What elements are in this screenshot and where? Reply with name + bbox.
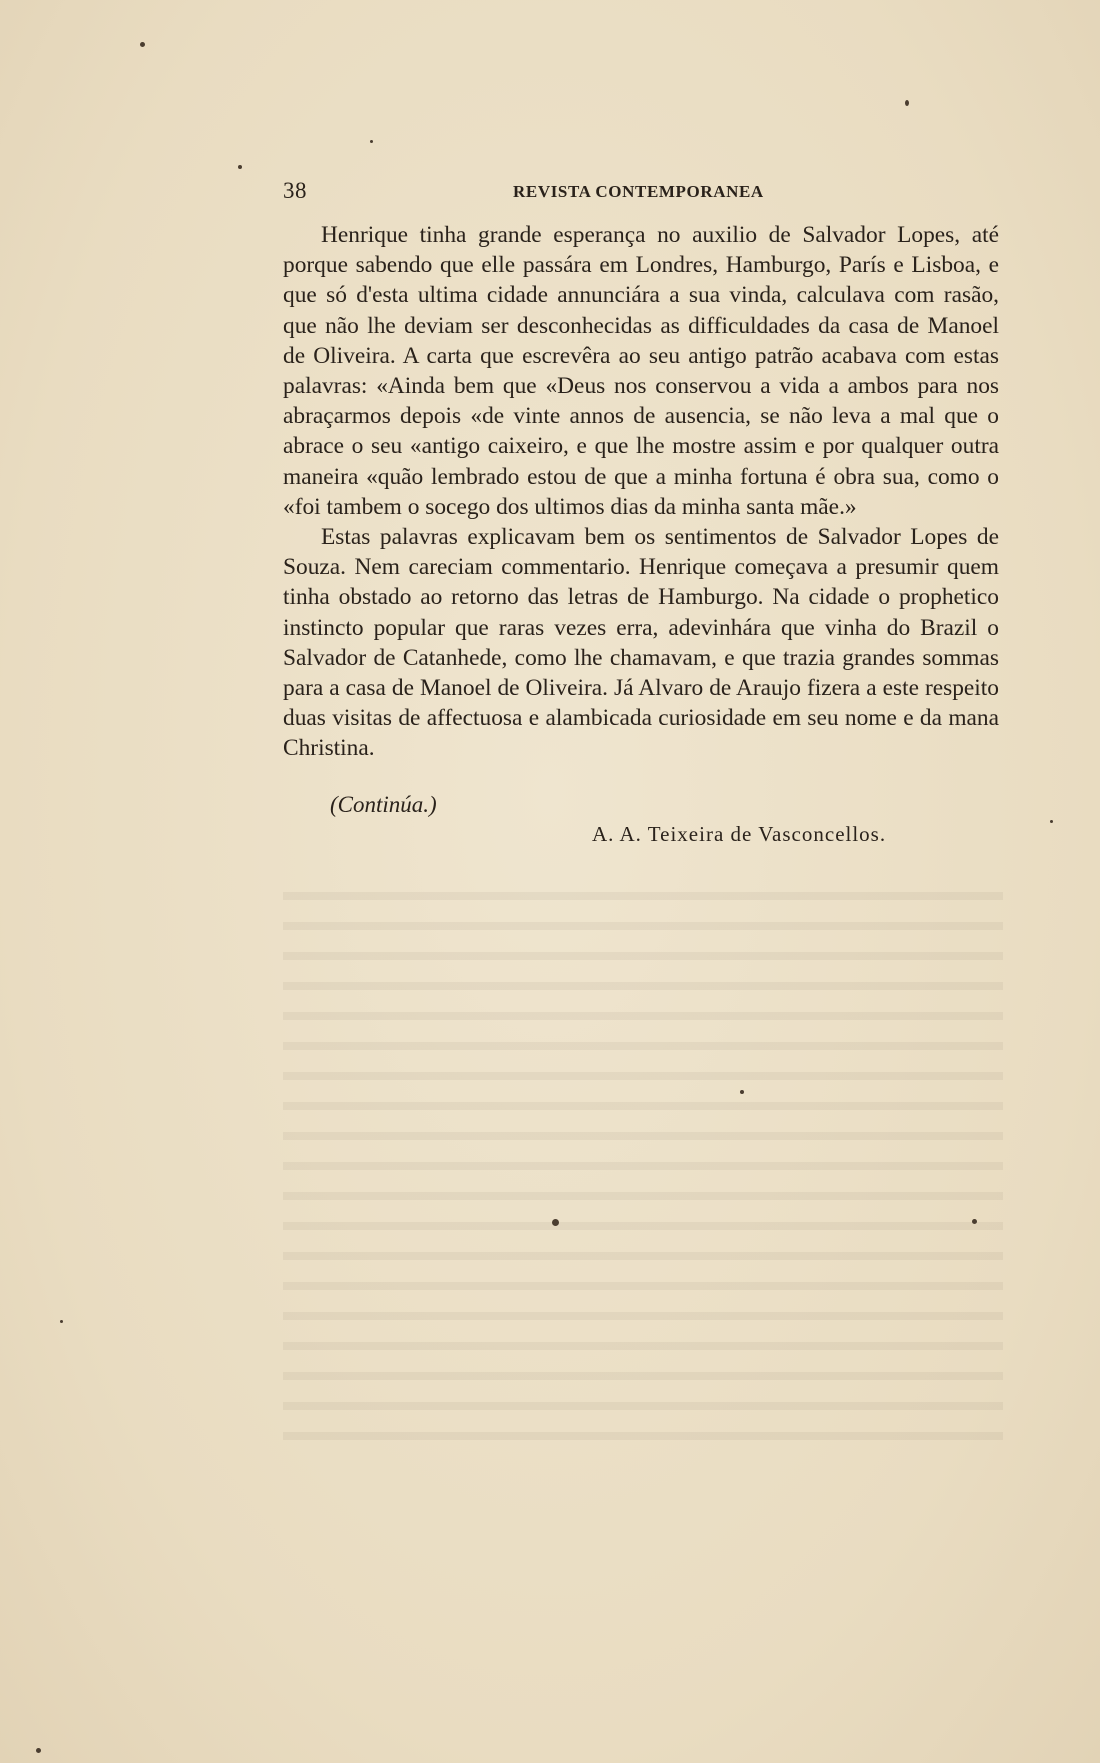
paper-speck [36, 1748, 41, 1753]
paper-speck [60, 1320, 63, 1323]
body-text [283, 220, 999, 764]
paragraph-2: Estas palavras explicavam bem os sentimentos de Salvador Lopes de Souza. Nem careciam commentario. Henrique começava a presumir quem tinha obstado ao retorno das letras de Hamburgo. Na cidade o prophetico instincto popular que raras vezes erra, adevinhára que vinha do Brazil o Salvador de Catanhede, como lhe chamavam, e que trazia grandes sommas para a casa de Manoel de Oliveira. Já Alvaro de Araujo fizera a este respeito duas visitas de affectuosa e alambicada curiosidade em seu nome e da mana Christina. [283, 524, 999, 762]
paper-speck [238, 165, 242, 169]
paper-speck [740, 1090, 744, 1094]
paper-speck [140, 42, 145, 47]
author-signature: A. A. Teixeira de Vasconcellos. [592, 822, 887, 846]
paper-speck [905, 100, 909, 106]
continued-note: (Continúa.) [330, 792, 437, 817]
paper-speck [552, 1219, 559, 1226]
show-through-text [283, 880, 1003, 1440]
paragraph-1: Henrique tinha grande esperança no auxilio de Salvador Lopes, até porque sabendo que elle passára em Londres, Hamburgo, París e Lisboa, e que só d'esta ultima cidade annunciára a sua vinda, calculava com rasão, que não lhe deviam ser desconhecidas as difficuldades da casa de Manoel de Oliveira. A carta que escrevêra ao seu antigo patrão acabava com estas palavras: «Ainda bem que «Deus nos conservou a vida a ambos para nos abraçarmos depois «de vinte annos de ausencia, se não leva a mal que o abrace o seu «antigo caixeiro, e que lhe mostre assim e por qualquer outra maneira «quão lembrado estou de que a minha fortuna é obra sua, como o «foi tambem o socego dos ultimos dias da minha santa mãe.» [283, 222, 999, 520]
paper-speck [1050, 820, 1053, 823]
page-header [283, 178, 1003, 206]
page-number: 38 [283, 178, 307, 203]
paper-speck [972, 1219, 977, 1224]
running-title: REVISTA CONTEMPORANEA [513, 182, 764, 201]
paper-speck [370, 140, 373, 143]
